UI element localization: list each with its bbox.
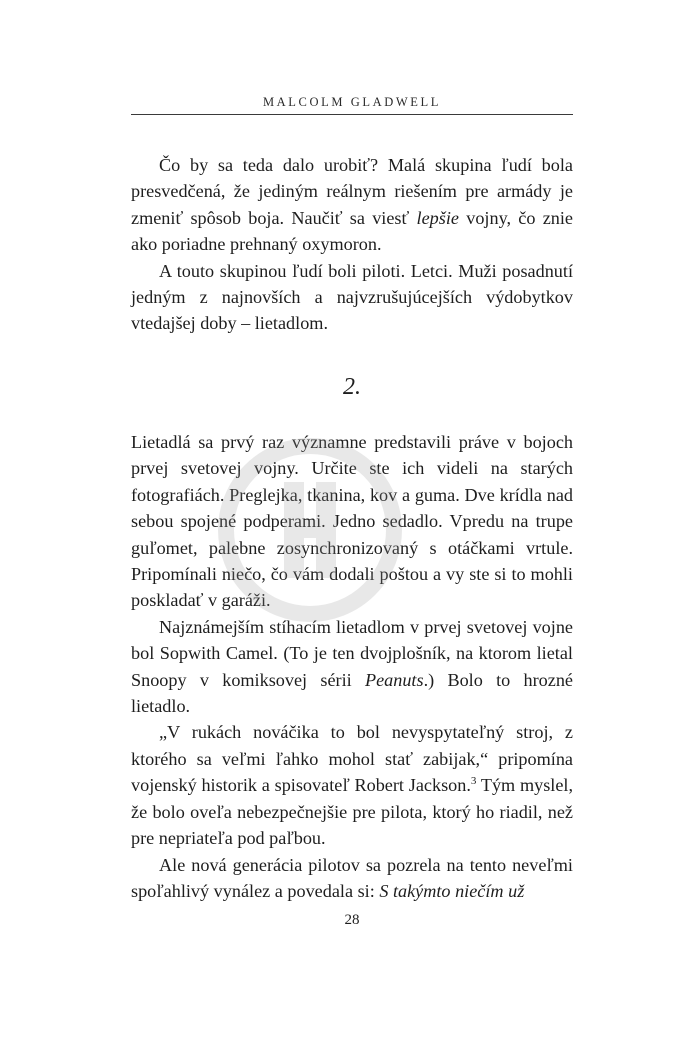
text-block-after-section [131,429,573,904]
emphasis: lepšie [416,207,459,228]
text-run: Čo by sa teda dalo urobiť? Malá skupina ľudí bola presvedčená, že jediným reálnym riešením pre armády je zmeniť spôsob boja. Naučiť sa viesť [131,155,573,228]
text-run: Tým myslel, že bolo oveľa nebezpečnejšie pre pilota, ktorý ho riadil, než pre nepriateľa pod paľbou. [131,775,573,849]
paragraph [131,719,573,851]
paragraph [131,852,573,905]
emphasis: S takýmto niečím už [379,880,525,901]
text-run: „V rukách nováčika to bol nevyspytateľný stroj, z ktorého sa veľmi ľahko mohol stať zabijak,“ pripomína vojenský historik a spisovateľ Robert Jackson. [131,722,573,796]
section-number: 2. [343,374,361,400]
text-run: Najznámejším stíhacím lietadlom v prvej svetovej vojne bol Sopwith Camel. (To je ten dvojplošník, na ktorom lietal Snoopy v komiksovej sérii [131,616,573,690]
paragraph: A touto skupinou ľudí boli piloti. Letci. Muži posadnutí jedným z najnovších a najvzrušujúcejších výdobytkov vtedajšej doby – lietadlom. [131,260,573,334]
page-number: 28 [344,912,360,928]
text-run: Ale nová generácia pilotov sa pozrela na tento neveľmi spoľahlivý vynález a povedala si: [131,854,573,901]
running-head: MALCOLM GLADWELL [262,95,442,109]
paragraph [131,152,573,258]
text-run: .) Bolo to hrozné lietadlo. [131,669,573,717]
text-run: vojny, čo znie ako poriadne prehnaný oxymoron. [131,207,573,255]
emphasis: Peanuts [364,669,424,690]
paragraph [131,614,573,720]
header-rule [131,114,573,115]
paragraph: Lietadlá sa prvý raz významne predstavili práve v bojoch prvej svetovej vojny. Určite ste ich videli na starých fotografiách. Preglejka, tkanina, kov a guma. Dve krídla nad sebou spojené podperami. Jedno sedadlo. Vpredu na trupe guľomet, palebne zosynchronizovaný s otáčkami vrtule. Pripomínali niečo, čo vám dodali poštou a vy ste si to mohli poskladať v garáži. [131,432,573,611]
footnote-marker: 3 [470,775,477,788]
text-block-before-section [131,152,573,337]
